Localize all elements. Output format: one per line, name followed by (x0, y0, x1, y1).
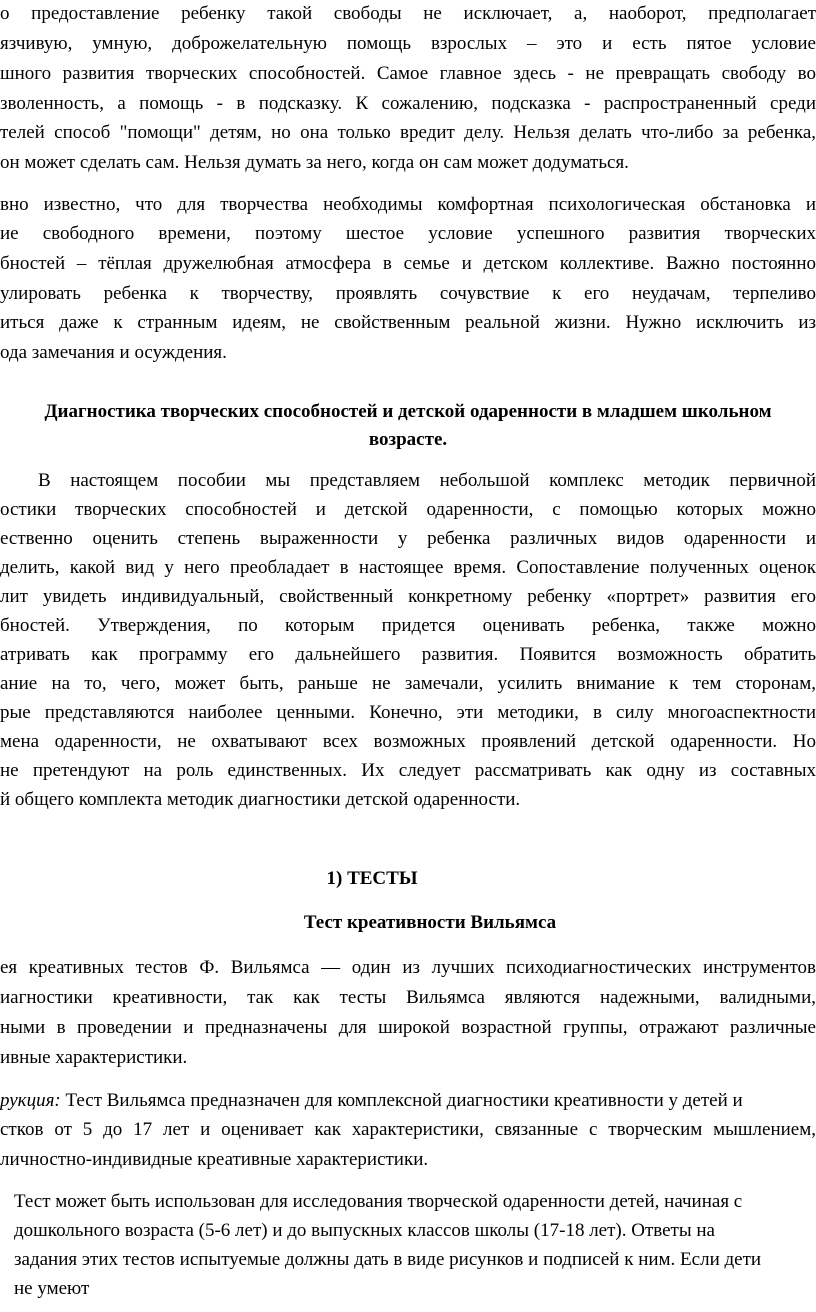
text-line: улировать ребенка к творчеству, проявлять сочувствие к его неудачам, терпеливо (0, 283, 816, 304)
text-line: задания этих тестов испытуемые должны дать в виде рисунков и подписей к ним. Если дети (14, 1249, 762, 1270)
text-line: мена одаренности, не охватывают всех возможных проявлений детской одаренности. Но (0, 731, 816, 752)
text-line: стков от 5 до 17 лет и оценивает как характеристики, связанные с творческим мышлением, (0, 1119, 816, 1140)
text-line: вно известно, что для творчества необходимы комфортная психологическая обстановка и (0, 194, 816, 215)
instruction-text: Тест Вильямса предназначен для комплексной диагностики креативности у детей и (60, 1090, 743, 1111)
text-line: ание на то, чего, может быть, раньше не замечали, усилить внимание к тем сторонам, (0, 673, 816, 694)
text-line: й общего комплекта методик диагностики детской одаренности. (0, 789, 521, 810)
text-line: атривать как программу его дальнейшего развития. Появится возможность обратить (0, 644, 816, 665)
text-line: дошкольного возраста (5-6 лет) и до выпускных классов школы (17-18 лет). Ответы на (14, 1220, 715, 1241)
text-line: лит увидеть индивидуальный, свойственный конкретному ребенку «портрет» развития его (0, 586, 816, 607)
text-line: ными в проведении и предназначены для широкой возрастной группы, отражают различные (0, 1017, 816, 1038)
heading-line: Диагностика творческих способностей и детской одаренности в младшем школьном (44, 401, 772, 422)
instruction-label: рукция: (0, 1090, 61, 1111)
text-line (0, 1089, 743, 1113)
text-line: ода замечания и осуждения. (0, 342, 227, 363)
text-line: о предоставление ребенку такой свободы не исключает, а, наоборот, предполагает (0, 3, 816, 24)
text-line: не умеют (14, 1278, 90, 1299)
text-line: делить, какой вид у него преобладает в настоящее время. Сопоставление полученных оценок (0, 557, 816, 578)
text-line: ея креативных тестов Ф. Вильямса — один из лучших психодиагностических инструментов (0, 957, 816, 978)
subsection-title: Тест креативности Вильямса (303, 912, 557, 933)
text-line: бностей – тёплая дружелюбная атмосфера в семье и детском коллективе. Важно постоянно (0, 253, 816, 274)
text-line: ественно оценить степень выраженности у ребенка различных видов одаренности и (0, 528, 816, 549)
text-line: иагностики креативности, так как тесты Вильямса являются надежными, валидными, (0, 987, 816, 1008)
text-line: иться даже к странным идеям, не свойственным реальной жизни. Нужно исключить из (0, 312, 816, 333)
text-line: он может сделать сам. Нельзя думать за него, когда он сам может додуматься. (0, 152, 629, 173)
text-line: В настоящем пособии мы представляем небольшой комплекс методик первичной (38, 470, 816, 491)
text-line: язчивую, умную, доброжелательную помощь взрослых – это и есть пятое условие (0, 33, 816, 54)
text-line: рые представляются наиболее ценными. Конечно, эти методики, в силу многоаспектности (0, 702, 816, 723)
text-line: телей способ "помощи" детям, но она только вредит делу. Нельзя делать что-либо за ребенка, (0, 122, 816, 143)
text-line: бностей. Утверждения, по которым придется оценивать ребенка, также можно (0, 615, 816, 636)
text-line: не претендуют на роль единственных. Их следует рассматривать как одну из составных (0, 760, 816, 781)
text-line: личностно-индивидные креативные характеристики. (0, 1149, 429, 1170)
text-line: Тест может быть использован для исследования творческой одаренности детей, начиная с (14, 1191, 743, 1212)
text-line: остики творческих способностей и детской одаренности, с помощью которых можно (0, 499, 816, 520)
text-line: шного развития творческих способностей. Самое главное здесь - не превращать свободу во (0, 63, 816, 84)
text-line: зволенность, а помощь - в подсказку. К сожалению, подсказка - распространенный среди (0, 93, 816, 114)
section-title: 1) ТЕСТЫ (326, 868, 418, 889)
text-line: ие свободного времени, поэтому шестое условие успешного развития творческих (0, 223, 816, 244)
heading-line: возрасте. (368, 429, 448, 450)
text-line: ивные характеристики. (0, 1047, 188, 1068)
